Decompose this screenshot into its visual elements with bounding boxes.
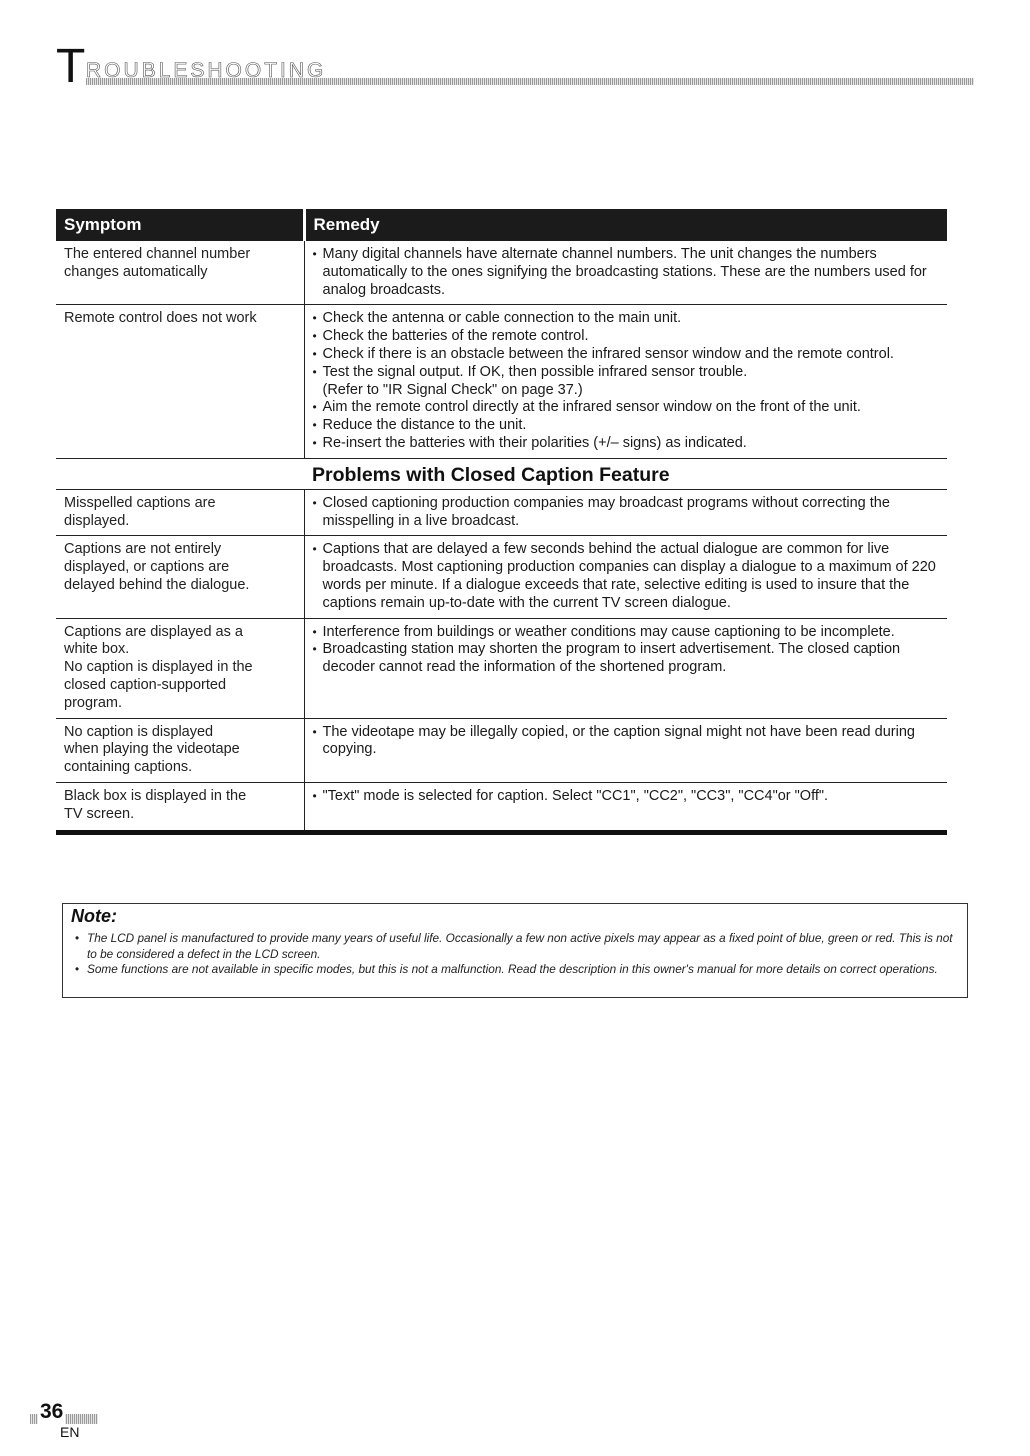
symptom-cell [56, 536, 304, 618]
table-row [56, 241, 947, 305]
remedy-item: • Closed captioning production companies may broadcast programs without correcting the misspelling in a live broadcast. [313, 495, 942, 531]
symptom-cell [56, 618, 304, 718]
section-heading-row [56, 458, 947, 489]
table-header-row [56, 209, 947, 241]
table-row [56, 536, 947, 618]
section-spacer [56, 458, 304, 489]
remedy-item: • The videotape may be illegally copied, or the caption signal might not have been read during copying. [313, 724, 942, 760]
table-row [56, 305, 947, 458]
remedy-item: • Captions that are delayed a few seconds behind the actual dialogue are common for live broadcasts. Most captioning production companies can display a dialogue to a maximum of 220 words per minute. If a dialogue exceeds that rate, selective editing is used to insure that the captions remain up-to-date with the current TV screen dialogue. [313, 541, 942, 612]
symptom-text: Misspelled captions are displayed. [64, 494, 216, 529]
note-box [62, 903, 968, 998]
remedy-list [313, 788, 942, 806]
page-language: EN [60, 1424, 80, 1440]
remedy-cell [304, 536, 947, 618]
remedy-item: • Re-insert the batteries with their polarities (+/– signs) as indicated. [313, 435, 942, 453]
symptom-text: Black box is displayed in the TV screen. [64, 787, 247, 822]
remedy-item: • Interference from buildings or weather conditions may cause captioning to be incomplete. [313, 624, 942, 642]
remedy-list [313, 495, 942, 531]
remedy-item: • Many digital channels have alternate channel numbers. The unit changes the numbers automatically to the ones signifying the broadcasting stations. These are the numbers used for analog broadcasts. [313, 246, 942, 299]
symptom-text: No caption is displayed when playing the videotape containing captions. [64, 723, 240, 776]
table-row [56, 618, 947, 718]
symptom-cell [56, 305, 304, 458]
remedy-item: • Check the batteries of the remote control. [313, 328, 942, 346]
remedy-item: • "Text" mode is selected for caption. Select "CC1", "CC2", "CC3", "CC4"or "Off". [313, 788, 942, 806]
remedy-item: • Aim the remote control directly at the infrared sensor window on the front of the unit. [313, 399, 942, 417]
symptom-cell [56, 718, 304, 782]
note-item: • Some functions are not available in specific modes, but this is not a malfunction. Read the description in this owner's manual for more details on correct operations. [75, 962, 955, 978]
remedy-item: • Test the signal output. If OK, then possible infrared sensor trouble. (Refer to "IR Signal Check" on page 37.) [313, 364, 942, 400]
symptom-cell [56, 241, 304, 305]
page-footer [30, 1400, 120, 1440]
symptom-text: Captions are not entirely displayed, or captions are delayed behind the dialogue. [64, 541, 250, 593]
table-row [56, 489, 947, 536]
remedy-cell [304, 305, 947, 458]
column-header-symptom: Symptom [56, 209, 304, 241]
note-item: • The LCD panel is manufactured to provide many years of useful life. Occasionally a few non active pixels may appear as a fixed point of blue, green or red. This is not to be considered a defect in the LCD screen. [75, 931, 955, 962]
remedy-item: • Broadcasting station may shorten the program to insert advertisement. The closed caption decoder cannot read the information of the shortened program. [313, 641, 942, 677]
table-row [56, 782, 947, 832]
section-title: Problems with Closed Caption Feature [312, 463, 670, 486]
symptom-cell [56, 489, 304, 536]
symptom-text: Remote control does not work [64, 310, 257, 327]
page-number: 36 [40, 1400, 64, 1423]
header-title-initial: T [56, 40, 86, 93]
remedy-list [313, 724, 942, 760]
symptom-text: Captions are displayed as a white box. No caption is displayed in the closed caption-supported program. [64, 623, 253, 711]
remedy-cell [304, 241, 947, 305]
remedy-item: • Check the antenna or cable connection to the main unit. [313, 310, 942, 328]
remedy-list [313, 541, 942, 612]
note-title: Note: [71, 906, 117, 926]
remedy-cell [304, 618, 947, 718]
header-title: ROUBLESHOOTING [86, 59, 327, 82]
note-list [75, 931, 955, 978]
remedy-item: • Reduce the distance to the unit. [313, 417, 942, 435]
remedy-cell [304, 718, 947, 782]
remedy-list [313, 310, 942, 452]
remedy-cell [304, 782, 947, 832]
column-header-remedy: Remedy [304, 209, 947, 241]
table-row [56, 718, 947, 782]
remedy-list [313, 624, 942, 677]
troubleshooting-table [56, 209, 947, 835]
symptom-text: The entered channel number changes automatically [64, 246, 251, 280]
remedy-list [313, 246, 942, 299]
symptom-cell [56, 782, 304, 832]
remedy-cell [304, 489, 947, 536]
section-heading-cell [304, 458, 947, 489]
page-header [56, 40, 974, 93]
remedy-item: • Check if there is an obstacle between the infrared sensor window and the remote control. [313, 346, 942, 364]
